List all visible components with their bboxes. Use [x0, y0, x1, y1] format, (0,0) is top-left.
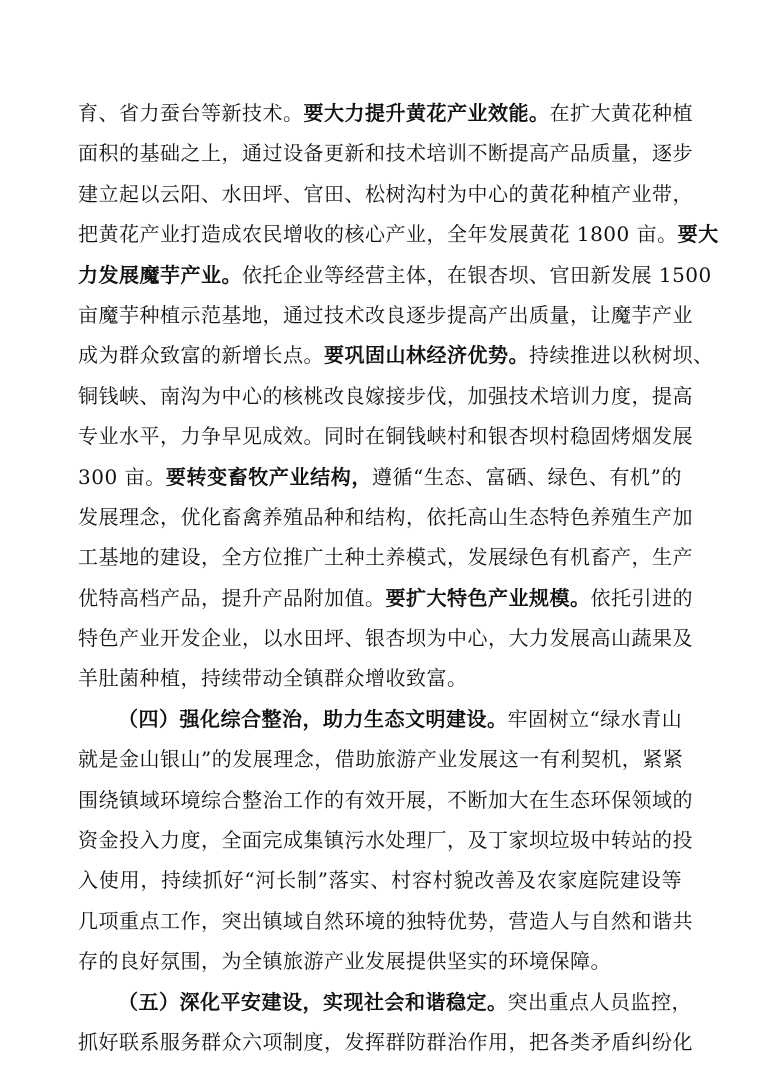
body-text: 在扩大黄花种植 [549, 101, 693, 125]
body-text: 牢固树立“绿水青山 [507, 706, 683, 731]
text-line [78, 982, 692, 1022]
body-text: 围绕镇域环境综合整治工作的有效开展，不断加大在生态环保领域的 [78, 787, 693, 812]
text-line [78, 457, 682, 497]
text-line [78, 416, 693, 456]
text-line [78, 780, 693, 820]
text-line [78, 295, 693, 335]
body-text: 入使用，持续抓好“河长制”落实、村容村貌改善及农家庭院建设等 [78, 868, 682, 893]
bold-heading-text: 要大力提升黄花产业效能。 [303, 101, 550, 125]
text-line [78, 93, 693, 133]
paragraph [78, 982, 693, 1063]
body-text: 就是金山银山”的发展理念，借助旅游产业发展这一有利契机，紧紧 [78, 747, 684, 772]
body-text: 300 亩。 [78, 464, 166, 489]
paragraph [78, 699, 693, 982]
text-line [78, 820, 693, 860]
text-line [78, 255, 712, 295]
body-text: 育、省力蚕台等新技术。 [78, 101, 304, 125]
text-line [78, 658, 682, 698]
bold-heading-text: 要大 [677, 222, 719, 247]
body-text: 资金投入力度，全面完成集镇污水处理厂，及丁家坝垃圾中转站的投 [78, 828, 693, 853]
text-line [78, 578, 693, 618]
text-line [78, 376, 693, 416]
bold-heading-text: 要转变畜牧产业结构， [165, 464, 372, 489]
text-line [78, 133, 693, 173]
body-text: 抓好联系服务群众六项制度，发挥群防群治作用，把各类矛盾纠纷化 [78, 1029, 693, 1054]
body-text: 工基地的建设，全方位推广土种土养模式，发展绿色有机畜产，生产 [78, 545, 693, 570]
body-text: 优特高档产品，提升产品附加值。 [78, 585, 386, 610]
body-text: 遵循“生态、富硒、绿色、有机”的 [371, 464, 683, 489]
text-line [78, 497, 693, 537]
text-line [78, 901, 693, 941]
text-line [78, 618, 693, 658]
body-text: 亩魔芋种植示范基地，通过技术改良逐步提高产出质量，让魔芋产业 [78, 302, 693, 327]
bold-heading-text: 要扩大特色产业规模。 [385, 585, 591, 610]
bold-heading-text: （五）深化平安建设，实现社会和谐稳定。 [118, 989, 508, 1014]
body-text: 面积的基础之上，通过设备更新和技术培训不断提高产品质量，逐步 [78, 141, 693, 166]
body-text: 持续推进以秋树坝、 [529, 343, 714, 368]
text-line [78, 214, 719, 254]
text-line [78, 941, 682, 981]
body-text: 依托引进的 [590, 585, 693, 610]
body-text: 几项重点工作，突出镇域自然环境的独特优势，营造人与自然和谐共 [78, 908, 693, 933]
bold-heading-text: （四）强化综合整治，助力生态文明建设。 [118, 706, 508, 731]
bold-heading-text: 要巩固山林经济优势。 [324, 343, 529, 368]
body-text: 依托企业等经营主体，在银杏坝、官田新发展 1500 [242, 262, 712, 287]
body-text: 把黄花产业打造成农民增收的核心产业，全年发展黄花 1800 亩。 [78, 222, 678, 247]
body-text: 成为群众致富的新增长点。 [78, 343, 324, 368]
body-text: 特色产业开发企业，以水田坪、银杏坝为中心，大力发展高山蔬果及 [78, 626, 693, 651]
text-line [78, 537, 693, 577]
body-text: 建立起以云阳、水田坪、官田、松树沟村为中心的黄花种植产业带， [78, 181, 693, 206]
body-text: 铜钱峡、南沟为中心的核桃改良嫁接步伐，加强技术培训力度，提高 [78, 383, 693, 408]
paragraph [78, 93, 719, 699]
document-page [78, 93, 719, 1062]
body-text: 发展理念，优化畜禽养殖品种和结构，依托高山生态特色养殖生产加 [78, 504, 693, 529]
text-line [78, 335, 714, 375]
text-line [78, 699, 682, 739]
bold-heading-text: 力发展魔芋产业。 [78, 262, 242, 287]
text-line [78, 1022, 693, 1062]
body-text: 突出重点人员监控， [507, 989, 692, 1014]
text-line [78, 174, 693, 214]
text-line [78, 739, 682, 779]
text-line [78, 860, 682, 900]
body-text: 专业水平，力争早见成效。同时在铜钱峡村和银杏坝村稳固烤烟发展 [78, 424, 693, 449]
body-text: 存的良好氛围，为全镇旅游产业发展提供坚实的环境保障。 [78, 949, 611, 974]
body-text: 羊肚菌种植，持续带动全镇群众增收致富。 [78, 666, 468, 691]
